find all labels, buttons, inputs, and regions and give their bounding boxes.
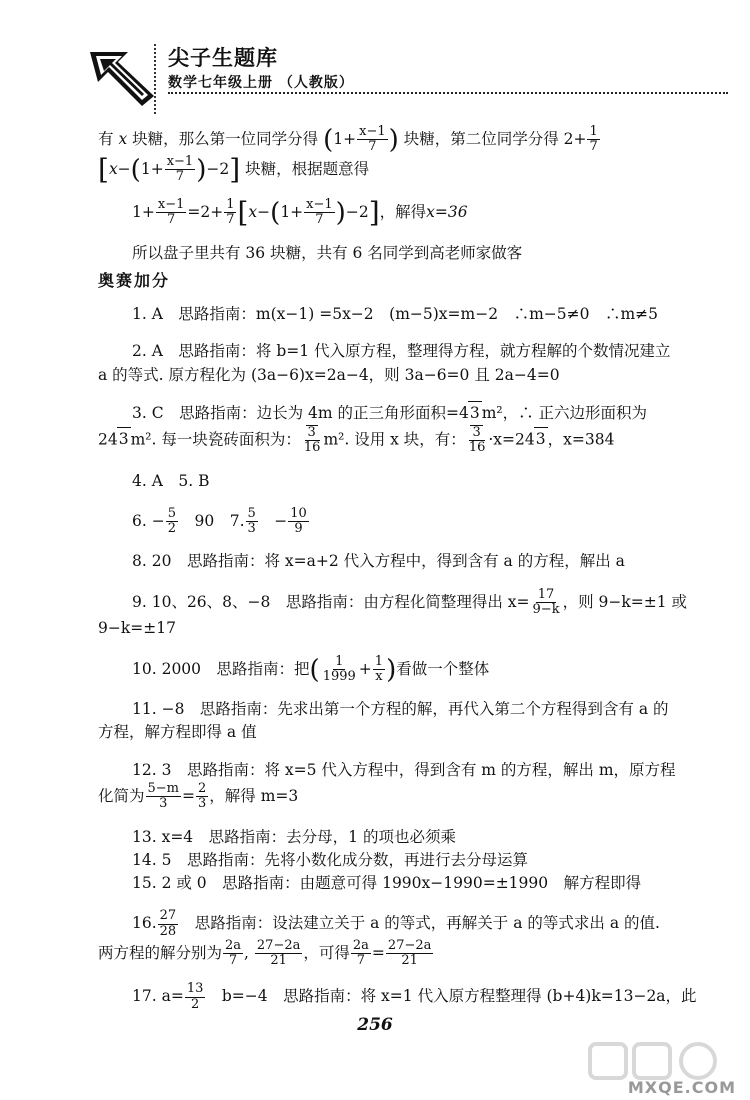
fraction: $\frac{1}{x}$ xyxy=(374,653,384,684)
fraction: $\frac{27}{28}$ xyxy=(159,908,177,939)
fraction: $\frac{x-1}{7}$ xyxy=(166,153,194,184)
answer-2-cont: a 的等式. 原方程化为 (3a−6)x=2a−4，则 3a−6=0 且 2a−4=0 xyxy=(98,365,560,384)
book-title: 尖子生题库 xyxy=(168,46,278,70)
fraction: $\frac{1}{7}$ xyxy=(226,197,235,228)
answer-16-cont: 两方程的解分别为 $\frac{2a}{7}$ , $\frac{27-2a}{21}$ ，可得 $\frac{2a}{7}$ = $\frac{27-2a}{21}$ xyxy=(98,937,432,969)
fraction: $\frac{3}{16}$ xyxy=(303,425,321,456)
fraction: $\frac{13}{2}$ xyxy=(186,981,204,1012)
page-content xyxy=(98,125,708,1012)
answer-2: 2. A 思路指南：将 b=1 代入原方程，整理得方程，就方程解的个数情况建立 xyxy=(132,342,671,361)
sqrt: 3 xyxy=(468,401,482,425)
page-number: 256 xyxy=(357,1015,393,1035)
answer-10: 10. 2000 思路指南：把( $\frac{1}{1999}$ + $\frac{1}{x}$ )看做一个整体 xyxy=(132,653,490,685)
answer-6-7: 6. − $\frac{5}{2}$ 90 7. $\frac{5}{3}$ − $\frac{10}{9}$ xyxy=(132,505,307,537)
fraction: $\frac{17}{9-k}$ xyxy=(532,586,560,618)
sqrt: 3 xyxy=(534,427,548,451)
answer-15: 15. 2 或 0 思路指南：由题意可得 1990x−1990=±1990 解方程即得 xyxy=(132,874,642,892)
answer-9: 9. 10、26、8、−8 思路指南：由方程化简整理得出 x= $\frac{17}{9-k}$ ，则 9−k=±1 或 xyxy=(132,586,688,618)
fraction: $\frac{2a}{7}$ xyxy=(225,937,242,969)
fraction: $\frac{x-1}{7}$ xyxy=(157,197,185,228)
fraction: $\frac{27-2a}{21}$ xyxy=(387,937,432,969)
arrow-logo-icon xyxy=(88,48,158,108)
header-divider xyxy=(168,92,728,94)
fraction: $\frac{5}{3}$ xyxy=(247,505,256,537)
binding-spiral xyxy=(154,44,166,114)
sqrt: 3 xyxy=(117,427,131,451)
text-line: 有 x 块糖，那么第一位同学分得 (1+ $\frac{x-1}{7}$ ) 块糖，第二位同学分得 2+ $\frac{1}{7}$ xyxy=(98,124,598,155)
answer-3-cont: 243 m². 每一块瓷砖面积为： $\frac{3}{16}$ m². 设用 x 块，有： $\frac{3}{16}$ ·x=243 ，x=384 xyxy=(98,425,615,456)
equation-line: 1+ $\frac{x-1}{7}$ =2+ $\frac{1}{7}$ [x−(1+ $\frac{x-1}{7}$ )−2]，解得x=36 xyxy=(132,195,468,229)
answer-12-cont: 化简为 $\frac{5-m}{3}$ = $\frac{2}{3}$ ，解得 m=3 xyxy=(98,780,299,812)
fraction: $\frac{1}{7}$ xyxy=(589,124,598,155)
answer-8: 8. 20 思路指南：将 x=a+2 代入方程中，得到含有 a 的方程，解出 a xyxy=(132,552,625,571)
text-line: [x−(1+ $\frac{x-1}{7}$ )−2] 块糖，根据题意得 xyxy=(98,152,370,186)
fraction: $\frac{5-m}{3}$ xyxy=(147,780,180,812)
fraction: $\frac{x-1}{7}$ xyxy=(359,124,386,155)
fraction: $\frac{x-1}{7}$ xyxy=(306,197,333,228)
fraction: $\frac{5}{2}$ xyxy=(167,505,176,537)
book-header xyxy=(88,42,728,112)
answer-13: 13. x=4 思路指南：去分母，1 的项也必须乘 xyxy=(132,827,456,846)
answer-1: 1. A 思路指南：m(x−1) =5x−2 (m−5)x=m−2 ∴m−5≠0 ∴m≠5 xyxy=(132,305,659,324)
answer-14: 14. 5 思路指南：先将小数化成分数，再进行去分母运算 xyxy=(132,850,528,869)
fraction: $\frac{3}{16}$ xyxy=(468,425,486,456)
answer-3: 3. C 思路指南：边长为 4m 的正三角形面积=43 m²，∴ 正六边形面积为 xyxy=(98,401,708,425)
fraction: $\frac{10}{9}$ xyxy=(290,505,307,537)
fraction: $\frac{2a}{7}$ xyxy=(352,937,369,969)
text-line: 所以盘子里共有 36 块糖，共有 6 名同学到高老师家做客 xyxy=(132,243,523,262)
answer-16: 16. $\frac{27}{28}$ 思路指南：设法建立关于 a 的等式，再解关于 a 的等式求出 a 的值. xyxy=(132,908,660,939)
fraction: $\frac{27-2a}{21}$ xyxy=(256,937,301,969)
answer-12: 12. 3 思路指南：将 x=5 代入方程中，得到含有 m 的方程，解出 m，原方程 xyxy=(132,760,676,779)
answer-17: 17. a= $\frac{13}{2}$ b=−4 思路指南：将 x=1 代入原方程整理得 (b+4)k=13−2a，此 xyxy=(132,981,697,1012)
answer-4-5: 4. A 5. B xyxy=(132,471,210,490)
answer-11-cont: 方程，解方程即得 a 值 xyxy=(98,723,257,742)
fraction: $\frac{1}{1999}$ xyxy=(322,653,356,684)
answer-9-cont: 9−k=±17 xyxy=(98,619,176,638)
book-subtitle: 数学七年级上册 （人教版） xyxy=(168,75,354,91)
watermark-text: MXQE.COM xyxy=(627,1078,736,1097)
answer-11: 11. −8 思路指南：先求出第一个方程的解，再代入第二个方程得到含有 a 的 xyxy=(132,700,669,719)
section-heading: 奥赛加分 xyxy=(98,271,171,291)
fraction: $\frac{2}{3}$ xyxy=(198,780,207,812)
